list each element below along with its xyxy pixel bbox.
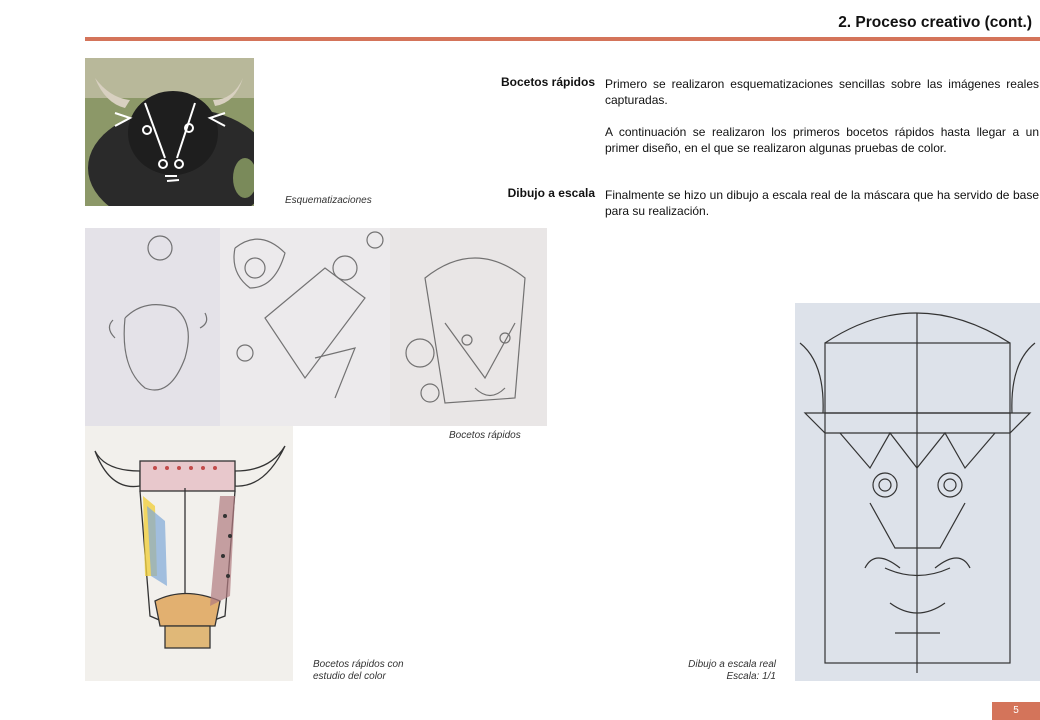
paragraph-schematic: Primero se realizaron esquematizaciones sencillas sobre las imágenes reales capturadas. xyxy=(605,77,1039,107)
caption-color-line2: estudio del color xyxy=(313,671,386,682)
caption-sketches: Bocetos rápidos xyxy=(449,430,521,441)
color-sketch-image xyxy=(85,426,293,681)
paragraph-first-sketches: A continuación se realizaron los primeros bocetos rápidos hasta llegar a un primer diseño, en el que se realizaron algunas pruebas de color. xyxy=(605,125,1039,155)
section-label-scale-drawing: Dibujo a escala xyxy=(507,186,595,200)
page-number: 5 xyxy=(992,702,1040,720)
section-label-quick-sketches: Bocetos rápidos xyxy=(500,75,595,89)
caption-color-line1: Bocetos rápidos con xyxy=(313,659,404,670)
pencil-sketches-image xyxy=(85,228,547,426)
paragraph-scale-drawing: Finalmente se hizo un dibujo a escala real de la máscara que ha servido de base para su realización. xyxy=(605,188,1039,218)
caption-schematic: Esquematizaciones xyxy=(285,195,372,206)
scale-drawing-image xyxy=(795,303,1040,681)
page-title: 2. Proceso creativo (cont.) xyxy=(838,14,1032,31)
caption-scale-line1: Dibujo a escala real xyxy=(688,659,776,670)
bull-photo-schematic xyxy=(85,58,254,206)
header-rule xyxy=(85,37,1040,41)
caption-scale-line2: Escala: 1/1 xyxy=(726,671,776,682)
